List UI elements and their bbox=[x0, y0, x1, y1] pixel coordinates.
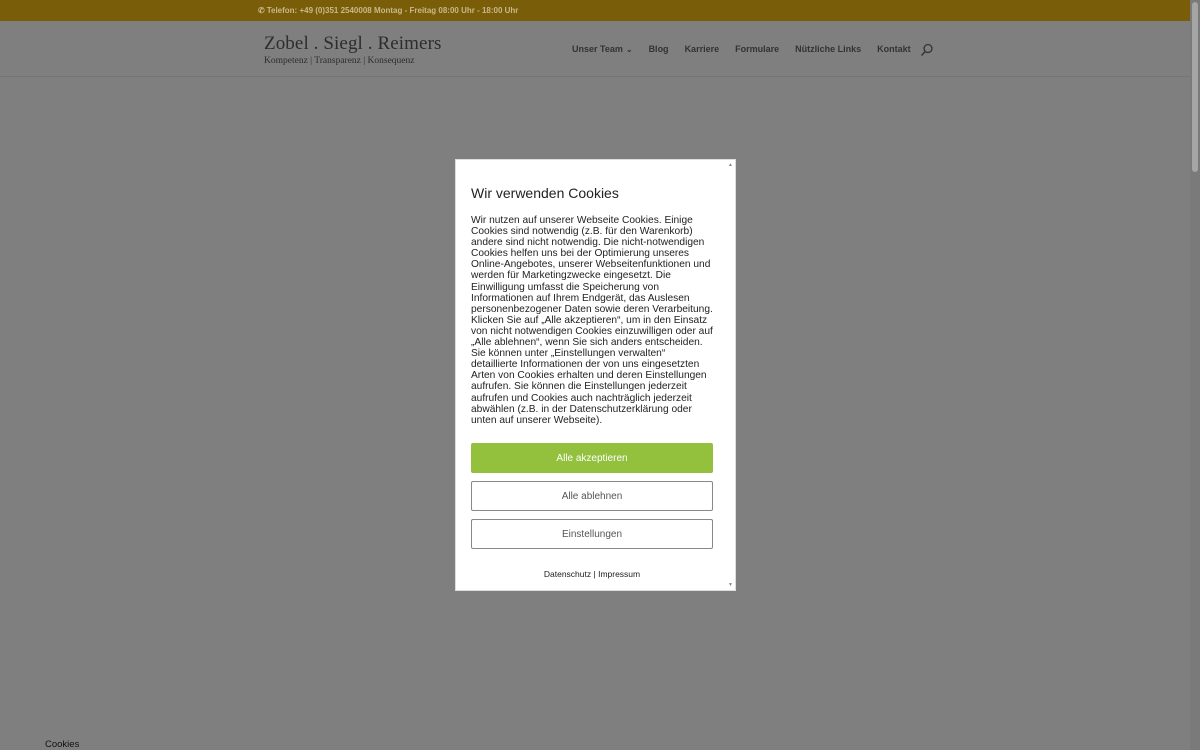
phone-text: Telefon: +49 (0)351 2540008 Montag - Freitag 08:00 Uhr - 18:00 Uhr bbox=[266, 6, 519, 15]
settings-button[interactable]: Einstellungen bbox=[471, 519, 713, 549]
topbar-phone-info bbox=[258, 6, 518, 15]
nav-item-formulare[interactable]: Formulare bbox=[735, 44, 780, 54]
reject-all-button[interactable]: Alle ablehnen bbox=[471, 481, 713, 511]
search-icon[interactable] bbox=[920, 43, 934, 57]
phone-icon: ✆ bbox=[258, 6, 265, 15]
nav-item-kontakt[interactable]: Kontakt bbox=[877, 44, 911, 54]
logo-name: Zobel . Siegl . Reimers bbox=[264, 33, 442, 54]
dialog-title: Wir verwenden Cookies bbox=[471, 185, 619, 201]
nav-item-blog[interactable]: Blog bbox=[648, 44, 669, 54]
cookie-consent-dialog bbox=[455, 159, 736, 591]
site-header bbox=[0, 21, 1190, 77]
scroll-down-arrow-icon[interactable]: ▼ bbox=[728, 582, 733, 588]
privacy-link[interactable]: Datenschutz bbox=[543, 569, 592, 579]
dialog-scrollbar[interactable] bbox=[726, 160, 735, 590]
scrollbar-thumb[interactable] bbox=[1192, 2, 1198, 172]
chevron-down-icon: ⌄ bbox=[625, 45, 633, 54]
dialog-body-text: Wir nutzen auf unserer Webseite Cookies. Einige Cookies sind notwendig (z.B. für den Warenkorb) andere sind nicht notwendig. Die nicht-notwendigen Cookies helfen uns bei der Optimierung unseres Online-Angebotes, unserer Webseitenfunktionen und werden für Marketingzwecke eingesetzt. Die Einwilligung umfasst die Speicherung von Informationen auf Ihrem Endgerät, das Auslesen personenbezogener Daten sowie deren Verarbeitung. Klicken Sie auf „Alle akzeptieren“, um in den Einsatz von nicht notwendigen Cookies einzuwilligen oder auf „Alle ablehnen“, wenn Sie sich anders entscheiden. Sie können unter „Einstellungen verwalten“ detaillierte Informationen der von uns eingesetzten Arten von Cookies erhalten und deren Einstellungen aufrufen. Sie können die Einstellungen jederzeit aufrufen und Cookies auch nachträglich jederzeit abwählen (z.B. in der Datenschutzerklärung oder unten auf unserer Webseite). bbox=[471, 215, 713, 426]
scroll-up-arrow-icon[interactable]: ▲ bbox=[728, 162, 733, 168]
accept-all-button[interactable]: Alle akzeptieren bbox=[471, 443, 713, 473]
cookies-footer-link[interactable]: Cookies bbox=[45, 739, 80, 750]
logo-tagline: Kompetenz | Transparenz | Konsequenz bbox=[264, 56, 415, 66]
main-nav bbox=[572, 44, 927, 54]
nav-item-nuetzliche-links[interactable]: Nützliche Links bbox=[795, 44, 862, 54]
nav-item-karriere[interactable]: Karriere bbox=[684, 44, 720, 54]
nav-item-unser-team[interactable] bbox=[572, 44, 633, 54]
link-separator: | bbox=[593, 569, 596, 579]
page-scrollbar[interactable] bbox=[1190, 0, 1200, 750]
site-logo[interactable] bbox=[264, 33, 442, 66]
imprint-link[interactable]: Impressum bbox=[598, 569, 641, 579]
top-info-bar bbox=[0, 0, 1190, 21]
dialog-footer-links bbox=[456, 569, 728, 579]
nav-item-label: Unser Team bbox=[572, 44, 623, 54]
